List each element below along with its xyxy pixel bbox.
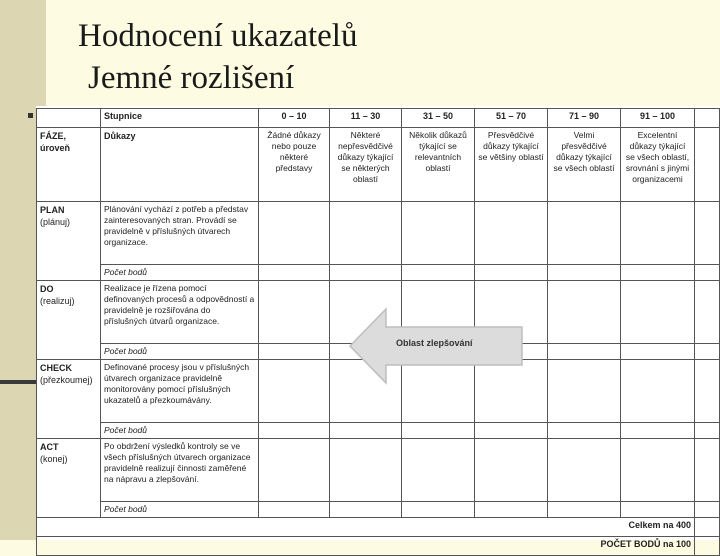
range-5: 91 – 100	[621, 109, 695, 128]
points-label: Počet bodů	[101, 265, 259, 281]
evidence-5: Excelentní důkazy týkající se všech oblastí, srovnání s jinými organizacemi	[621, 128, 695, 202]
phase-name: CHECK	[40, 363, 73, 373]
range-2: 31 – 50	[402, 109, 475, 128]
points-label: Počet bodů	[101, 344, 259, 360]
phase-name: ACT	[40, 442, 59, 452]
total-value	[695, 518, 720, 537]
slide-subtitle: Jemné rozlišení	[88, 60, 295, 96]
evidence-spacer	[695, 128, 720, 202]
evidence-4: Velmi přesvědčivé důkazy týkající se všech oblastí	[548, 128, 621, 202]
phase-description: Po obdržení výsledků kontroly se ve všech příslušných útvarech organizace pravidelně realizují činnosti zaměřené na nápravu a zlepšování.	[101, 439, 259, 502]
phase-name: PLAN	[40, 205, 65, 215]
phase-description: Definované procesy jsou v příslušných útvarech organizace pravidelně monitorovány pomocí příslušných ukazatelů a přezkoumávány.	[101, 360, 259, 423]
phase-cell	[37, 439, 101, 518]
header-corner	[37, 109, 101, 128]
total-row	[37, 518, 720, 537]
evidence-1: Některé nepřesvědčivé důkazy týkající se některých oblastí	[330, 128, 402, 202]
phase-header: FÁZE, úroveň	[37, 128, 101, 202]
plan-points-row	[37, 265, 720, 281]
plan-row	[37, 202, 720, 265]
evidence-3: Přesvědčivé důkazy týkající se většiny oblastí	[475, 128, 548, 202]
check-points-row	[37, 423, 720, 439]
total-label: Celkem na 400	[37, 518, 695, 537]
points-total-value	[695, 537, 720, 556]
evidence-row	[37, 128, 720, 202]
improvement-area-label: Oblast zlepšování	[396, 338, 473, 348]
phase-name: DO	[40, 284, 54, 294]
phase-subtitle: (konej)	[40, 454, 68, 464]
phase-subtitle: (přezkoumej)	[40, 375, 93, 385]
phase-cell	[37, 202, 101, 281]
scale-header-row	[37, 109, 720, 128]
act-row	[37, 439, 720, 502]
range-3: 51 – 70	[475, 109, 548, 128]
slide-divider	[0, 380, 36, 384]
header-spacer	[695, 109, 720, 128]
slide-title: Hodnocení ukazatelů	[78, 18, 358, 54]
points-total-row	[37, 537, 720, 556]
range-1: 11 – 30	[330, 109, 402, 128]
evidence-header: Důkazy	[101, 128, 259, 202]
phase-cell	[37, 360, 101, 439]
range-4: 71 – 90	[548, 109, 621, 128]
phase-subtitle: (plánuj)	[40, 217, 71, 227]
range-0: 0 – 10	[259, 109, 330, 128]
points-label: Počet bodů	[101, 502, 259, 518]
evidence-0: Žádné důkazy nebo pouze některé představy	[259, 128, 330, 202]
bullet-marker	[28, 113, 33, 118]
evidence-2: Několik důkazů týkající se relevantních oblastí	[402, 128, 475, 202]
phase-cell	[37, 281, 101, 360]
phase-description: Realizace je řízena pomocí definovaných procesů a odpovědností a pravidelně je rozšiřována do příslušných útvarů organizace.	[101, 281, 259, 344]
points-label: Počet bodů	[101, 423, 259, 439]
phase-subtitle: (realizuj)	[40, 296, 75, 306]
phase-description: Plánování vychází z potřeb a představ zainteresovaných stran. Provádí se pravidelně v příslušných útvarech organizace.	[101, 202, 259, 265]
act-points-row	[37, 502, 720, 518]
points-total-label: POČET BODŮ na 100	[37, 537, 695, 556]
scale-header-label: Stupnice	[101, 109, 259, 128]
